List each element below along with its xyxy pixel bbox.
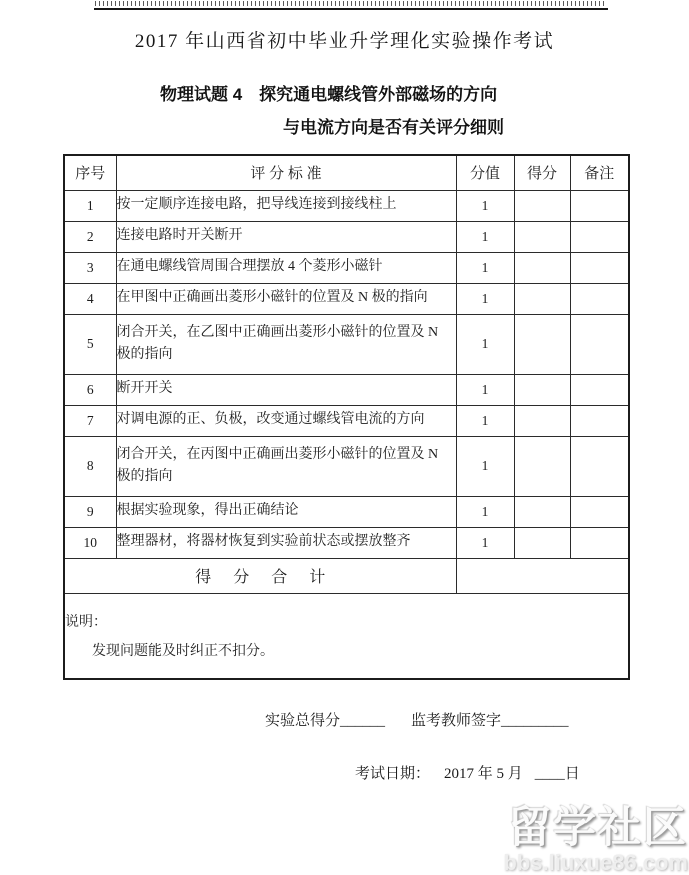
row-score <box>514 190 570 221</box>
exam-date-value: 2017 年 5 月 <box>444 766 523 782</box>
row-note <box>570 283 629 314</box>
footer-score-line <box>265 709 569 730</box>
row-criteria: 闭合开关，在丙图中正确画出菱形小磁针的位置及 N 极的指向 <box>116 436 456 496</box>
row-criteria: 在甲图中正确画出菱形小磁针的位置及 N 极的指向 <box>116 283 456 314</box>
table-row <box>64 252 629 283</box>
notes-cell <box>64 593 629 679</box>
table-row <box>64 190 629 221</box>
row-note <box>570 221 629 252</box>
row-score <box>514 405 570 436</box>
watermark-logo-text: 留学社区 <box>508 804 688 852</box>
row-note <box>570 374 629 405</box>
scoring-table <box>63 154 630 680</box>
row-criteria: 断开开关 <box>116 374 456 405</box>
row-criteria: 连接电路时开关断开 <box>116 221 456 252</box>
page-top-cut-line <box>95 1 607 6</box>
notes-text: 发现问题能及时纠正不扣分。 <box>92 644 274 660</box>
exam-day-blank: ____ <box>534 766 565 782</box>
row-number: 7 <box>64 405 116 436</box>
row-criteria: 对调电源的正、负极，改变通过螺线管电流的方向 <box>116 405 456 436</box>
row-number: 4 <box>64 283 116 314</box>
row-number: 2 <box>64 221 116 252</box>
row-score <box>514 436 570 496</box>
row-number: 5 <box>64 314 116 374</box>
total-score-label: 实验总得分 <box>265 713 341 729</box>
notes-label: 说明： <box>65 615 107 631</box>
subtitle-line-2: 与电流方向是否有关评分细则 <box>283 118 504 137</box>
row-score <box>514 314 570 374</box>
total-label: 得 分 合 计 <box>64 558 456 593</box>
total-score-blank: ______ <box>340 713 386 729</box>
row-note <box>570 496 629 527</box>
table-header-row <box>64 155 629 190</box>
table-row <box>64 527 629 558</box>
row-points: 1 <box>456 314 514 374</box>
row-criteria: 在通电螺线管周围合理摆放 4 个菱形小磁针 <box>116 252 456 283</box>
page-title: 2017 年山西省初中毕业升学理化实验操作考试 <box>134 31 555 52</box>
row-points: 1 <box>456 283 514 314</box>
row-note <box>570 527 629 558</box>
row-criteria: 整理器材，将器材恢复到实验前状态或摆放整齐 <box>116 527 456 558</box>
watermark-url: bbs.liuxue86.com <box>503 850 688 875</box>
row-number: 9 <box>64 496 116 527</box>
row-score <box>514 221 570 252</box>
row-number: 10 <box>64 527 116 558</box>
row-score <box>514 252 570 283</box>
teacher-sign-label: 监考教师签字 <box>411 713 502 729</box>
row-note <box>570 436 629 496</box>
row-criteria: 闭合开关，在乙图中正确画出菱形小磁针的位置及 N 极的指向 <box>116 314 456 374</box>
table-row <box>64 221 629 252</box>
col-header-criteria: 评 分 标 准 <box>116 155 456 190</box>
col-header-note: 备注 <box>570 155 629 190</box>
row-criteria: 按一定顺序连接电路，把导线连接到接线柱上 <box>116 190 456 221</box>
row-score <box>514 527 570 558</box>
row-number: 1 <box>64 190 116 221</box>
row-note <box>570 190 629 221</box>
subtitle-line-1: 物理试题 4 探究通电螺线管外部磁场的方向 <box>160 85 498 104</box>
total-value-cell <box>456 558 629 593</box>
col-header-score: 得分 <box>514 155 570 190</box>
footer-date-line <box>355 762 580 783</box>
row-points: 1 <box>456 436 514 496</box>
table-row <box>64 496 629 527</box>
total-row <box>64 558 629 593</box>
col-header-no: 序号 <box>64 155 116 190</box>
row-score <box>514 283 570 314</box>
row-number: 6 <box>64 374 116 405</box>
table-row <box>64 283 629 314</box>
row-points: 1 <box>456 405 514 436</box>
table-row <box>64 314 629 374</box>
row-number: 8 <box>64 436 116 496</box>
table-row <box>64 405 629 436</box>
table-row <box>64 374 629 405</box>
row-note <box>570 314 629 374</box>
row-points: 1 <box>456 252 514 283</box>
exam-day-suffix: 日 <box>564 766 580 782</box>
row-points: 1 <box>456 496 514 527</box>
row-points: 1 <box>456 527 514 558</box>
row-number: 3 <box>64 252 116 283</box>
row-note <box>570 405 629 436</box>
row-criteria: 根据实验现象，得出正确结论 <box>116 496 456 527</box>
notes-row <box>64 593 629 679</box>
row-score <box>514 496 570 527</box>
exam-date-label: 考试日期： <box>355 766 431 782</box>
teacher-sign-blank: _________ <box>501 713 569 729</box>
row-points: 1 <box>456 190 514 221</box>
watermark <box>503 804 688 875</box>
row-points: 1 <box>456 221 514 252</box>
table-row <box>64 436 629 496</box>
row-note <box>570 252 629 283</box>
exam-subtitle <box>0 80 689 138</box>
row-points: 1 <box>456 374 514 405</box>
col-header-points: 分值 <box>456 155 514 190</box>
row-score <box>514 374 570 405</box>
page-top-rule <box>94 8 608 10</box>
